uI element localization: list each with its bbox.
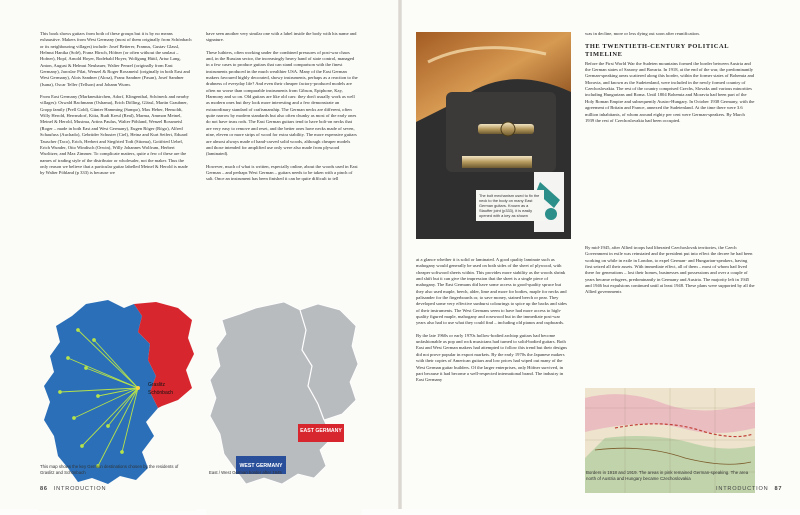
right-folio [716,486,782,492]
label-graslitz: Graslitz [148,382,165,388]
map3-caption: Borders in 1918 and 1919. The areas in pink remained German-speaking. The area north of Austria and Hungary became Czechoslovakia [586,470,749,481]
paragraph: Before the First World War the Sudeten mountains formed the border between Austria and the German states of Saxony and Bavaria. In 1918, at the end of the war, the predominantly German-speaking areas scattered along this border, within the former states of Bohemia and Moravia, and known as the Sudetenland, were included in the newly formed country of Czechoslovakia. The rest of the country comprised Czechs, Slovaks and various minorities including Hungarians and Roma. Until 1804 Bohemia and Moravia had been part of the Holy Roman Empire and subsequently Austro-Hungary. In October 1938 Germany, with the agreement of Britain and France, annexed the Sudetenland. At the time there were 3.6 million inhabitants, of whom around eighty per cent were German-speakers. By March 1939 the rest of Czechoslovakia had been occupied. [585,60,755,123]
paragraph: This book shows guitars from both of these groups but it is by no means exhaustive. Makers from West Germany (most of them originally from Schönbach or its neighbouring villages) include: Josef Betterer, Framus, Gustav Glassl, Helmut Hanika (Solé), Franz Hirsch, Höfner (or often without the umlaut – Hofner), Hopf, Arnold Hoyer, Rodebald Hoyer, Wolfgang Hüttl, Artur Lang, Anton, August & Helmut Neubauer, Walter Penzel (originally from East Germany), Jaroslav Pilat, Wenzel & Roger Rossmeisl (originally in both East and West Germany), Alois Sandner (Alosa), Franz Sandner (Fasan), Josef Sandner (Isana), Oscar Teller (Tellson) and Johann Wurm. [40,31,192,87]
book-gutter [398,0,402,509]
left-column-2 [206,31,358,189]
right-column-1 [416,257,568,390]
paragraph: have seen another very similar one with a label inside the body with his name and signature. [206,31,357,43]
paragraph: By mid-1945, after Allied troops had liberated Czechoslovak territories, the Czech Government in exile was reinstated and the president put into effect the decree he had been working on while in exile in London, to expel German- and Hungarian-speakers, having first seized all their assets. With immediate effect, all of them – most of whom had lived there for generations – lost their homes, businesses and possessions and over a couple of years became refugees, predominantly in Germany and Austria. The majority left in 1945 and 1946 but expulsions continued until at least 1948. These plans were supported by all the Allied governments [585,245,755,295]
right-column-2 [585,31,755,130]
photo-caption: The bolt mechanism used to fix the neck to the body on many East German guitars. Known as a Stauffer joint (p333), it is easily opened with a key as shown [476,190,544,221]
paragraph: was in decline, more or less dying out soon after reunification. [585,31,700,36]
paragraph: These luthiers, often working under the combined pressures of post-war chaos and, in the Russian sector, the increasingly heavy hand of state control, managed in a few cases to produce guitars that can stand comparison with the finest instruments produced in the much wealthier USA. Many of the East German makers favoured highly decorated, showy instruments, perhaps as a reaction to the drabness of everyday life? And even their cheaper factory-produced models are often no worse than comparable instruments from Gibson, Epiphone, Kay, Harmony and so on. Old guitars are like old cars: they don't usually work as well as modern ones but they look more interesting and a few demonstrate an extraordinary standard of craftsmanship. The German necks are different, often quite narrow by modern standards but also often chunky as most of the early ones do not have truss rods. The East German guitars tend to have bolt-on necks that are very easy to remove and reset, and the better ones have necks made of seven, nine, eleven or more strips of wood for extra stability. The more expensive guitars are almost always made of hand-carved solid woods, although cheaper models and those intended for amplified use only were also made from plywood (laminated). [206,49,358,157]
running-head: INTRODUCTION [716,486,769,492]
page-number: 86 [40,486,48,492]
label-schonbach: Schönbach [148,390,174,396]
paragraph: However, much of what is written, especially online, about the woods used in East German – and perhaps West German – guitars needs to be taken with a pinch of salt. Once an instrument has been finished it can be quite difficult to tell [206,163,358,182]
migration-map [38,296,196,511]
west-germany-label: WEST GERMANY [239,463,283,469]
page-number: 87 [774,486,783,492]
left-column-1 [40,31,192,183]
section-heading: THE TWENTIETH-CENTURY POLITICAL TIMELINE [585,43,729,58]
running-head: INTRODUCTION [53,486,107,492]
east-germany-label: EAST GERMANY [300,428,342,434]
paragraph: By the late 1960s or early 1970s hollow-bodied archtop guitars had become unfashionable as pop and rock musicians had turned to solid-bodied guitars. Both East and West German makers had attempted to follow this trend but their designs did not prove popular in export markets. By the early 1970s the Japanese makers with their copies of American guitars and low prices had wiped out many of the West German guitar builders. Of the larger enterprises, only Höfner survived, in part because it had become a well-respected international brand. The industry in East Germany [416,332,567,383]
right-column-2-continued [585,245,755,302]
east-west-germany-map [206,300,362,515]
map2-caption: East / West German border after 1945 [209,470,282,475]
map1-caption: This map shows the key German destinations chosen by the residents of Graslitz and Schönbach [40,464,179,475]
paragraph: From East Germany (Markneukirchen, Adorf, Klingenthal, Schöneck and nearby villages): Oswald Bachmann (Oshama), Erich Dölling, Glässl, Martin Graubner, Gropp family (Prell Gold), Günter Hamming (Sampo), Max Heber, Hensoldt, Willy Herold, Herrnsdorf, Kitta, Rudi Kreul (Real), Marma, Ammon Meinel, Meinel & Herold, Musima, Artins Paulus, Walter Pöhland, Wenzel Rossmeisl (Roger – made in both East and West Germany), Eugen Röger (Rögo), Alfred Schaufuss (Auchado), Gebrüder Schuster (Ciel), Heinz and Kurt Seifert, Eduard Tauscher (Taco), Erich, Herbert and Siegfried Todt (Sitoma), Gottfried Uebel, Erich Wunder, Otto Windisch (Orwin), Willy Johannes Wolfrum, Herbert Wurlitzer, and Max Zimmer. To complicate matters, quite a few of these are the names of trading style of the distributor or wholesaler, not the maker. Thus the only reason we believe that a particular guitar labelled Meinel & Herold is made by Walter Pöhland (p 333) is because we [40,94,189,176]
origin-marker [136,386,140,390]
paragraph: at a glance whether it is solid or laminated. A good quality laminate such as mahogany would generally be used on both sides of the sheet of plywood, with cheaper softwood sheets within. This provides more stability as the woods shrink and shift but it can give the impression that the sheet is a single piece of mahogany. The East Germans did have some access to good-quality spruce but they also used maple, beech, alder, lime and more for bodies, maple for necks and palisander for the fingerboards or, to save money, stained beech or pear. They developed some very effective sunburst colourings to spice up the backs and sides of their instruments. The West Germans seem to have had more access to high-quality figured maple, mahogany and rosewood but in the immediate post-war years also had to use what they could find – including old pianos and cupboards. [416,257,567,326]
left-folio [40,486,106,492]
